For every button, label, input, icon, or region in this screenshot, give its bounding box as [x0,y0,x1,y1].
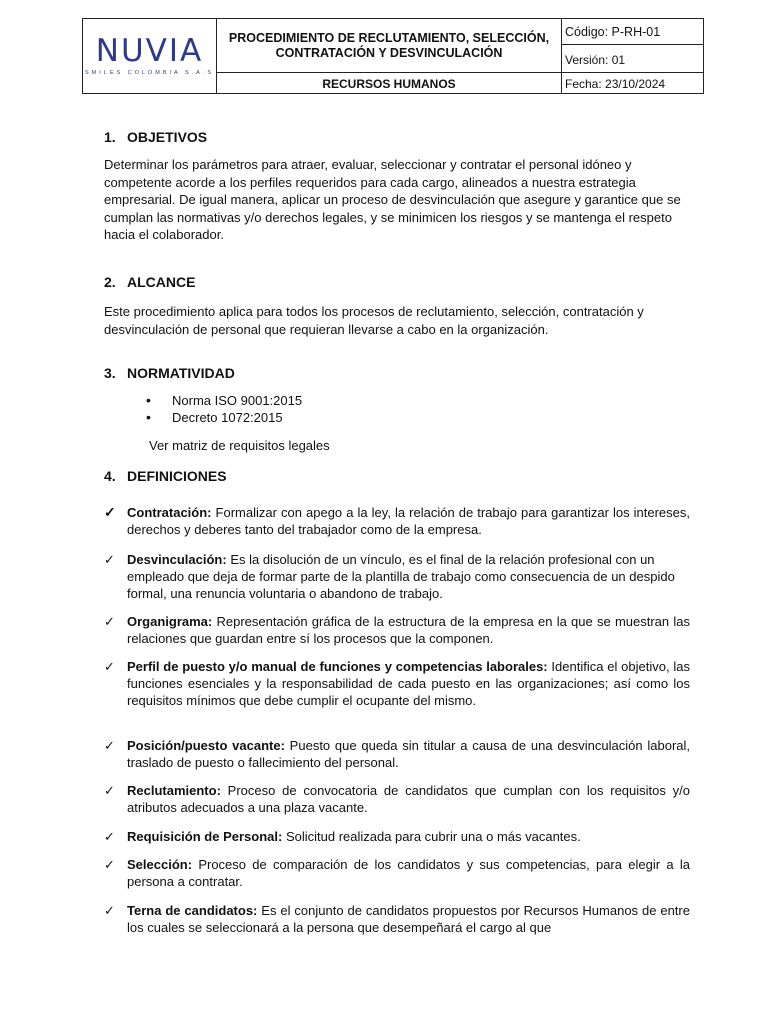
definition-item: ✓ Organigrama: Representación gráfica de la estructura de la empresa en la que se muestran las relaciones que guardan entre sí los procesos que la componen. [104,614,690,646]
definition-item: ✓ Reclutamiento: Proceso de convocatoria de candidatos que cumplan con los requisitos y/o atributos adecuados a una plaza vacante. [104,783,690,815]
section-objetivos-text: Determinar los parámetros para atraer, evaluar, seleccionar y contratar el personal idóneo y competente acorde a los perfiles requeridos para cada cargo, alineados a nuestra estrategia empresarial. De igual manera, aplicar un proceso de desvinculación que asegure y garantice que se cumplan las normativas y/o derechos legales, y se minimicen los riesgos y se mantenga el respeto hacia el colaborador. [104,157,681,242]
check-icon: ✓ [104,504,116,520]
document-code: Código: P-RH-01 [565,25,661,39]
definition-item: ✓ Terna de candidatos: Es el conjunto de candidatos propuestos por Recursos Humanos de entre los cuales se seleccionará a la persona que desempeñará el cargo al que [104,903,690,935]
check-icon: ✓ [104,829,115,844]
check-icon: ✓ [104,552,115,567]
list-item: • Decreto 1072:2015 [146,409,283,425]
company-logo [83,19,216,93]
definition-item: ✓ Posición/puesto vacante: Puesto que queda sin titular a causa de una desvinculación laboral, traslado de puesto o fallecimiento del personal. [104,738,691,770]
check-icon: ✓ [104,659,115,674]
check-icon: ✓ [104,903,115,918]
definition-item: ✓ Selección: Proceso de comparación de los candidatos y sus competencias, para elegir a la persona a contratar. [104,857,690,889]
definition-item: ✓ Perfil de puesto y/o manual de funciones y competencias laborales: Identifica el objetivo, las funciones esenciales y la responsabilidad de cada puesto en las organizaciones; así como los requisitos mínimos que debe cumplir el ocupante del mismo. [104,659,690,708]
list-item: • Norma ISO 9001:2015 [146,392,303,408]
section-objetivos-heading: 1. OBJETIVOS [104,129,208,145]
definition-item: ✓ Contratación: Formalizar con apego a la ley, la relación de trabajo para garantizar los intereses, derechos y deberes tanto del trabajador como de la empresa. [104,504,690,537]
definition-item: ✓ Desvinculación: Es la disolución de un vínculo, es el final de la relación profesional con un empleado que deja de formar parte de la plantilla de trabajo como consecuencia de un despido formal, una renuncia voluntaria o abandono de trabajo. [104,552,675,601]
section-alcance-text: Este procedimiento aplica para todos los procesos de reclutamiento, selección, contratación y desvinculación de personal que requieran llevarse a cabo en la organización. [104,304,644,337]
logo-tagline: SMILES COLOMBIA S.A.S [84,70,215,76]
section-alcance-heading: 2. ALCANCE [104,274,196,290]
check-icon: ✓ [104,738,115,753]
check-icon: ✓ [104,857,115,872]
section-normatividad-heading: 3. NORMATIVIDAD [104,365,235,381]
logo-wordmark: NUVIA [95,33,204,69]
normatividad-list [146,392,302,426]
section-definiciones-heading: 4. DEFINICIONES [104,468,227,484]
document-header-table [82,18,704,94]
document-date: Fecha: 23/10/2024 [565,76,666,91]
legal-matrix-note: Ver matriz de requisitos legales [149,438,330,453]
department-label: RECURSOS HUMANOS [322,76,456,91]
document-title: PROCEDIMIENTO DE RECLUTAMIENTO, SELECCIÓN, CONTRATACIÓN Y DESVINCULACIÓN [228,31,550,60]
definition-item: ✓ Requisición de Personal: Solicitud realizada para cubrir una o más vacantes. [104,829,581,844]
document-version: Versión: 01 [565,52,626,67]
check-icon: ✓ [104,614,115,629]
check-icon: ✓ [104,783,115,798]
bullet-icon: • [146,409,151,425]
bullet-icon: • [146,392,151,408]
